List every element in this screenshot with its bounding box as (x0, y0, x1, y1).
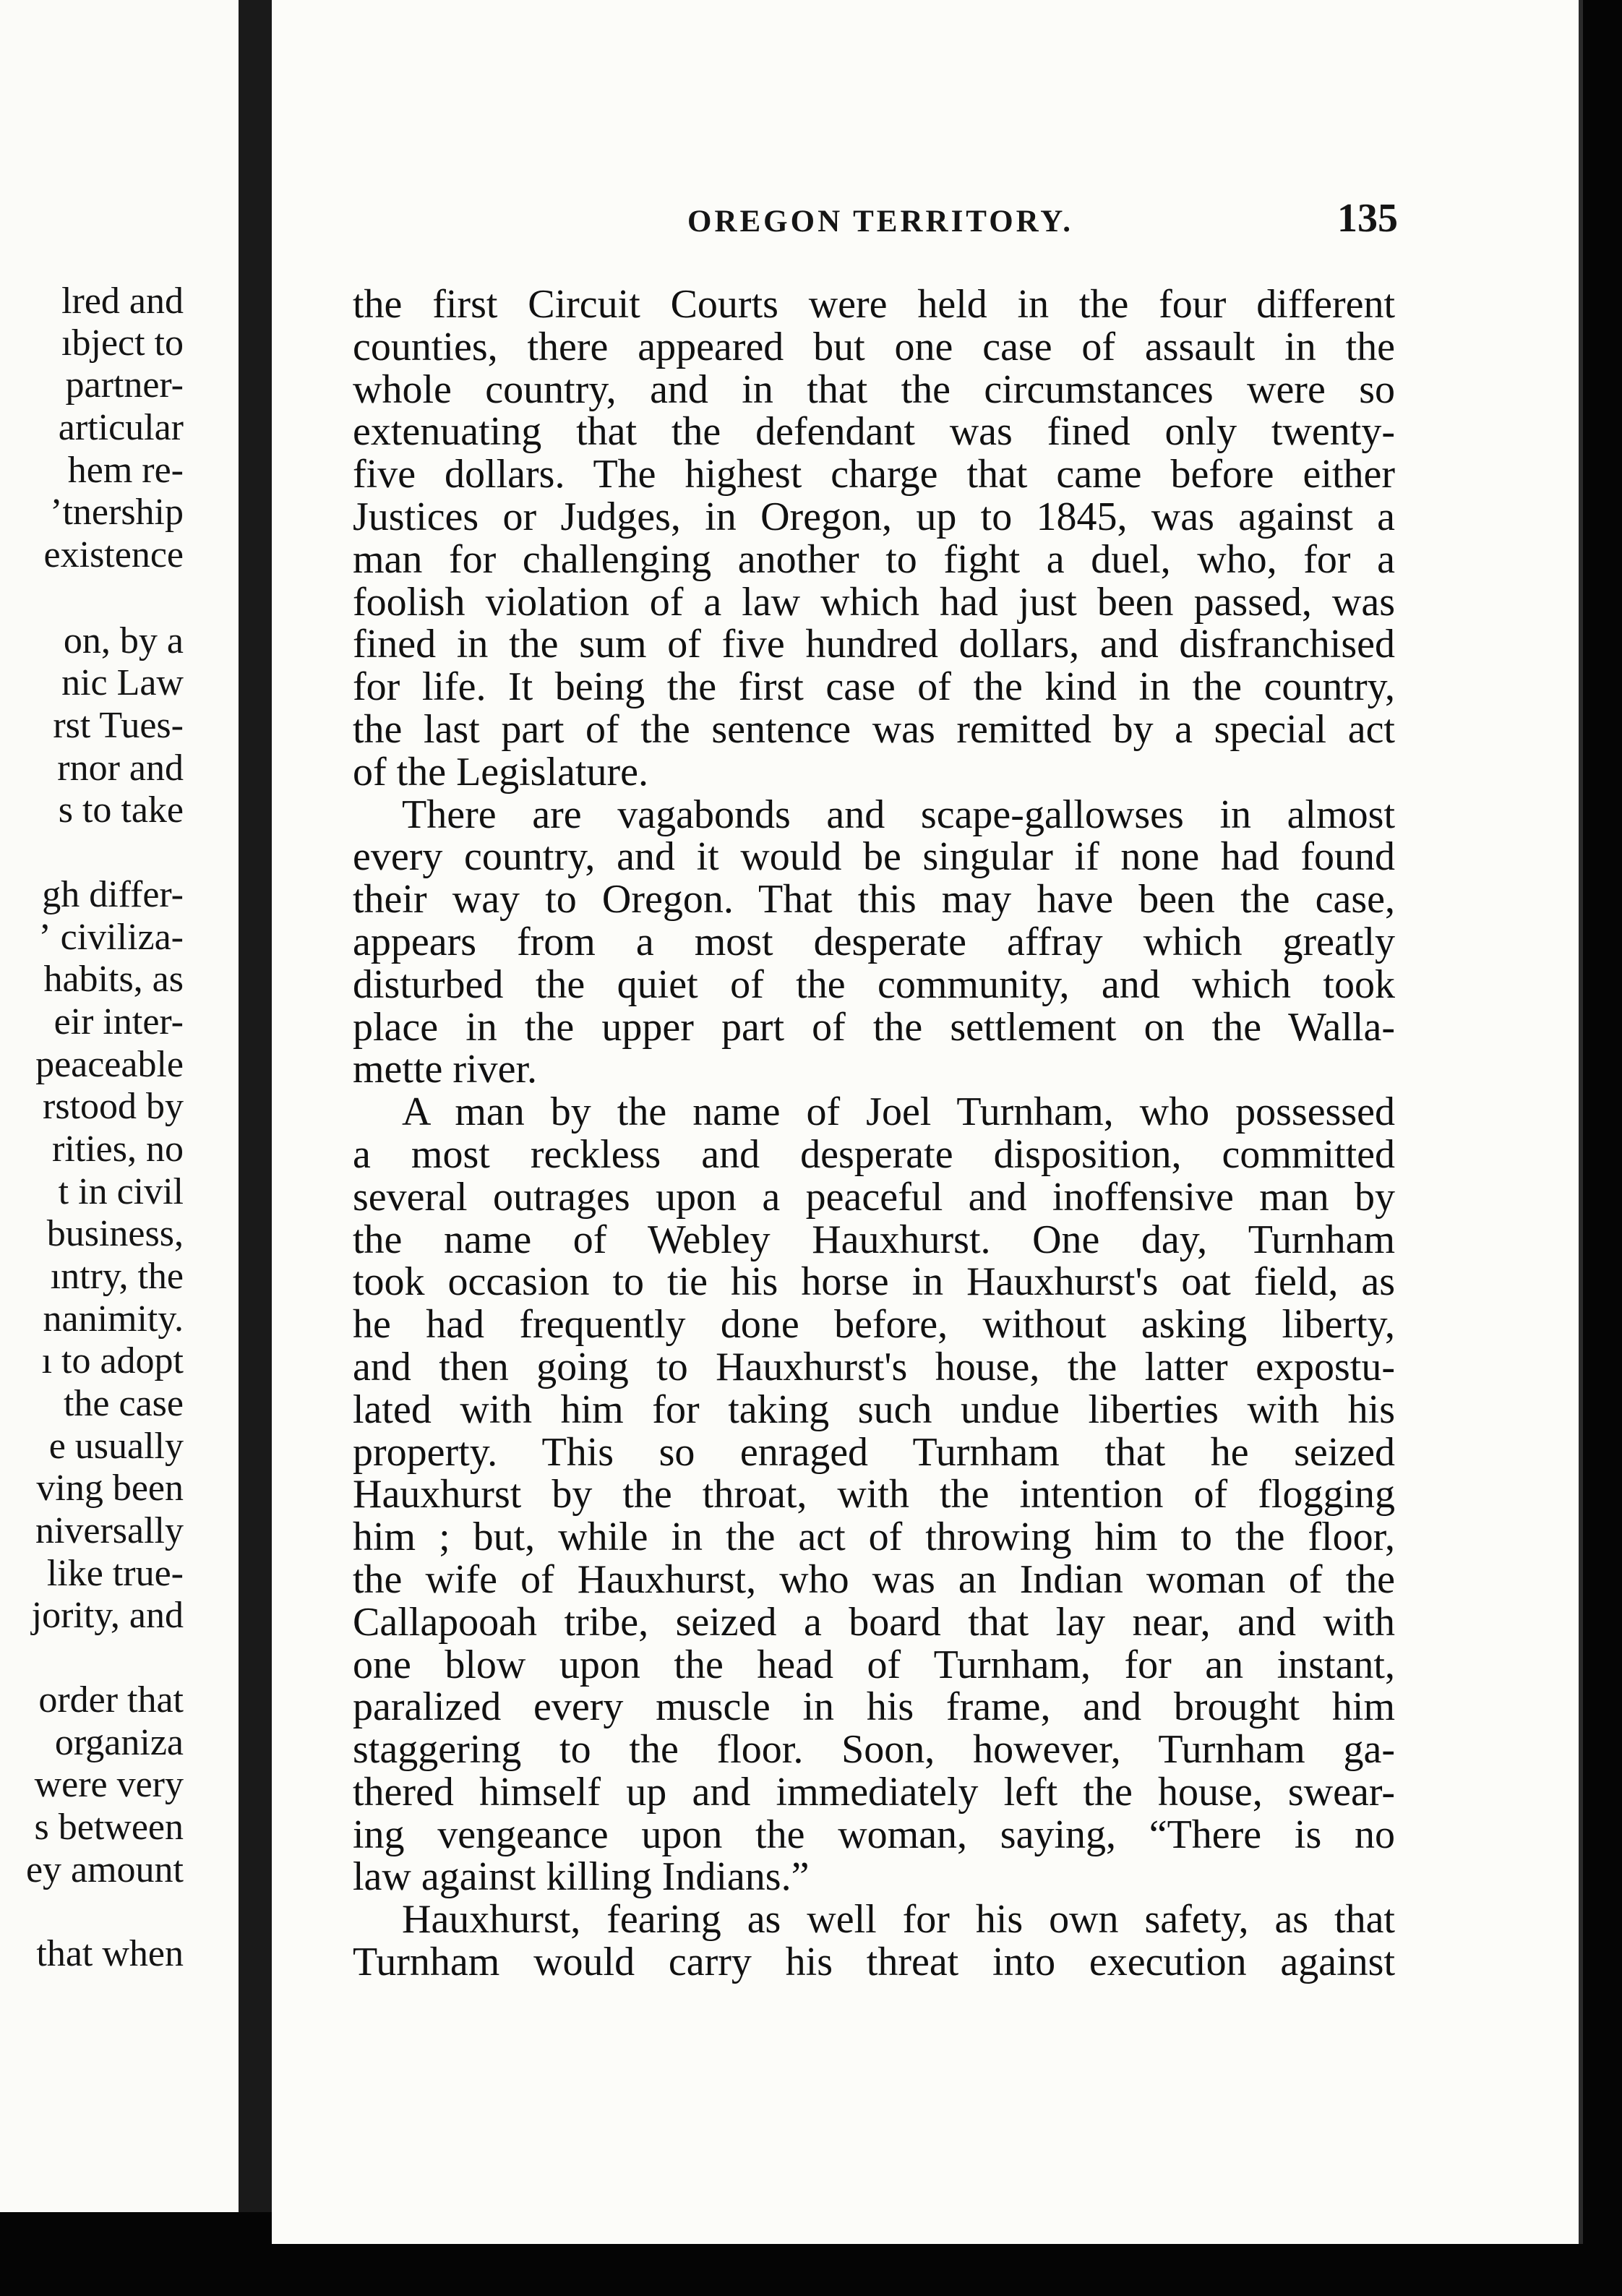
left-page-line: order that (38, 1679, 184, 1721)
page-number: 135 (1337, 196, 1398, 241)
body-line: the last part of the sentence was remitted by a special act (353, 706, 1395, 752)
left-page-line: hem re- (67, 450, 184, 491)
body-line: took occasion to tie his horse in Hauxhurst's oat field, as (353, 1259, 1395, 1305)
body-line: a most reckless and desperate disposition, committed (353, 1131, 1395, 1177)
body-line: thered himself up and immediately left the house, swear- (353, 1769, 1395, 1815)
body-line: several outrages upon a peaceful and inoffensive man by (353, 1174, 1395, 1220)
left-page-line: like true- (46, 1553, 184, 1594)
left-page-line: ʼtnership (50, 492, 184, 533)
body-line: extenuating that the defendant was fined only twenty- (353, 409, 1395, 455)
body-line: appears from a most desperate affray which greatly (353, 919, 1395, 964)
body-line: property. This so enraged Turnham that he seized (353, 1429, 1395, 1475)
body-line: law against killing Indians.” (353, 1854, 810, 1900)
left-page-line: gh differ- (42, 874, 184, 915)
left-page-line: business, (46, 1213, 184, 1254)
body-line: fined in the sum of five hundred dollars, and disfranchised (353, 622, 1395, 667)
left-page-line: jority, and (31, 1595, 184, 1636)
left-page-line: ıntry, the (50, 1256, 184, 1297)
left-page-line: articular (58, 407, 184, 448)
body-line: their way to Oregon. That this may have been the case, (353, 877, 1395, 922)
body-line: Hauxhurst by the throat, with the intention of flogging (353, 1472, 1395, 1517)
left-page-line: were very (34, 1764, 184, 1805)
body-line: disturbed the quiet of the community, and which took (353, 961, 1395, 1007)
body-line: Turnham would carry his threat into execution against (353, 1940, 1395, 1985)
body-line: Hauxhurst, fearing as well for his own safety, as that (402, 1897, 1395, 1942)
left-page-line: niversally (35, 1510, 184, 1551)
body-line: foolish violation of a law which had just been passed, was (353, 579, 1395, 625)
body-line: the wife of Hauxhurst, who was an Indian woman of the (353, 1556, 1395, 1602)
left-page-line: peaceable (35, 1044, 184, 1085)
body-line: ing vengeance upon the woman, saying, “There is no (353, 1812, 1395, 1857)
left-page-line: rstood by (43, 1086, 184, 1127)
body-line: one blow upon the head of Turnham, for an instant, (353, 1642, 1395, 1687)
body-line: him ; but, while in the act of throwing him to the floor, (353, 1515, 1395, 1560)
body-line: A man by the name of Joel Turnham, who possessed (402, 1089, 1395, 1135)
left-page-line: existence (43, 534, 184, 575)
body-line: he had frequently done before, without asking liberty, (353, 1302, 1395, 1348)
body-line: the first Circuit Courts were held in the four different (353, 282, 1395, 327)
body-line: Justices or Judges, in Oregon, up to 1845, was against a (353, 494, 1395, 539)
body-line: Callapooah tribe, seized a board that lay near, and with (353, 1599, 1395, 1645)
body-line: the name of Webley Hauxhurst. One day, Turnham (353, 1217, 1395, 1262)
body-line: paralized every muscle in his frame, and brought him (353, 1684, 1395, 1730)
left-page-line: that when (36, 1933, 184, 1974)
body-text (353, 283, 1395, 1984)
left-page-line: nic Law (61, 662, 184, 703)
right-page (272, 0, 1583, 2244)
left-page-fragment (0, 0, 239, 2212)
left-page-line: nanimity. (43, 1298, 184, 1340)
body-line: lated with him for taking such undue liberties with his (353, 1387, 1395, 1432)
body-line: of the Legislature. (353, 749, 648, 794)
left-page-line: the case (63, 1383, 184, 1424)
left-page-line: ey amount (25, 1849, 184, 1890)
left-page-line: partner- (65, 364, 184, 406)
body-line: every country, and it would be singular if none had found (353, 834, 1395, 880)
left-page-line: ıbject to (61, 322, 184, 364)
left-page-line: on, by a (63, 620, 184, 661)
body-line: place in the upper part of the settlement on the Walla- (353, 1004, 1395, 1050)
left-page-line: ʼ civiliza- (38, 917, 184, 958)
left-page-line: eir inter- (53, 1001, 184, 1042)
left-page-line: t in civil (58, 1171, 184, 1212)
left-page-line: rnor and (57, 748, 184, 789)
body-line: five dollars. The highest charge that came before either (353, 452, 1395, 497)
left-page-line: organiza (54, 1722, 184, 1763)
body-line: counties, there appeared but one case of assault in the (353, 324, 1395, 369)
left-page-line: e usually (48, 1426, 184, 1467)
left-page-line: rst Tues- (53, 705, 184, 746)
left-page-line: ı to adopt (41, 1340, 184, 1382)
body-line: and then going to Hauxhurst's house, the latter expostu- (353, 1344, 1395, 1389)
left-page-line: rities, no (52, 1128, 184, 1170)
left-page-line: s to take (58, 789, 184, 831)
body-line: There are vagabonds and scape-gallowses in almost (402, 792, 1395, 837)
book-gutter (239, 0, 272, 2212)
body-line: for life. It being the first case of the kind in the country, (353, 664, 1395, 710)
body-line: staggering to the floor. Soon, however, Turnham ga- (353, 1727, 1395, 1773)
body-line: man for challenging another to fight a duel, who, for a (353, 536, 1395, 582)
left-page-line: lred and (61, 280, 184, 322)
running-head: OREGON TERRITORY. (687, 205, 1074, 239)
body-line: mette river. (353, 1047, 538, 1092)
body-line: whole country, and in that the circumstances were so (353, 367, 1395, 412)
left-page-line: ving been (36, 1468, 184, 1509)
left-page-line: habits, as (43, 959, 184, 1000)
left-page-line: s between (34, 1807, 184, 1848)
